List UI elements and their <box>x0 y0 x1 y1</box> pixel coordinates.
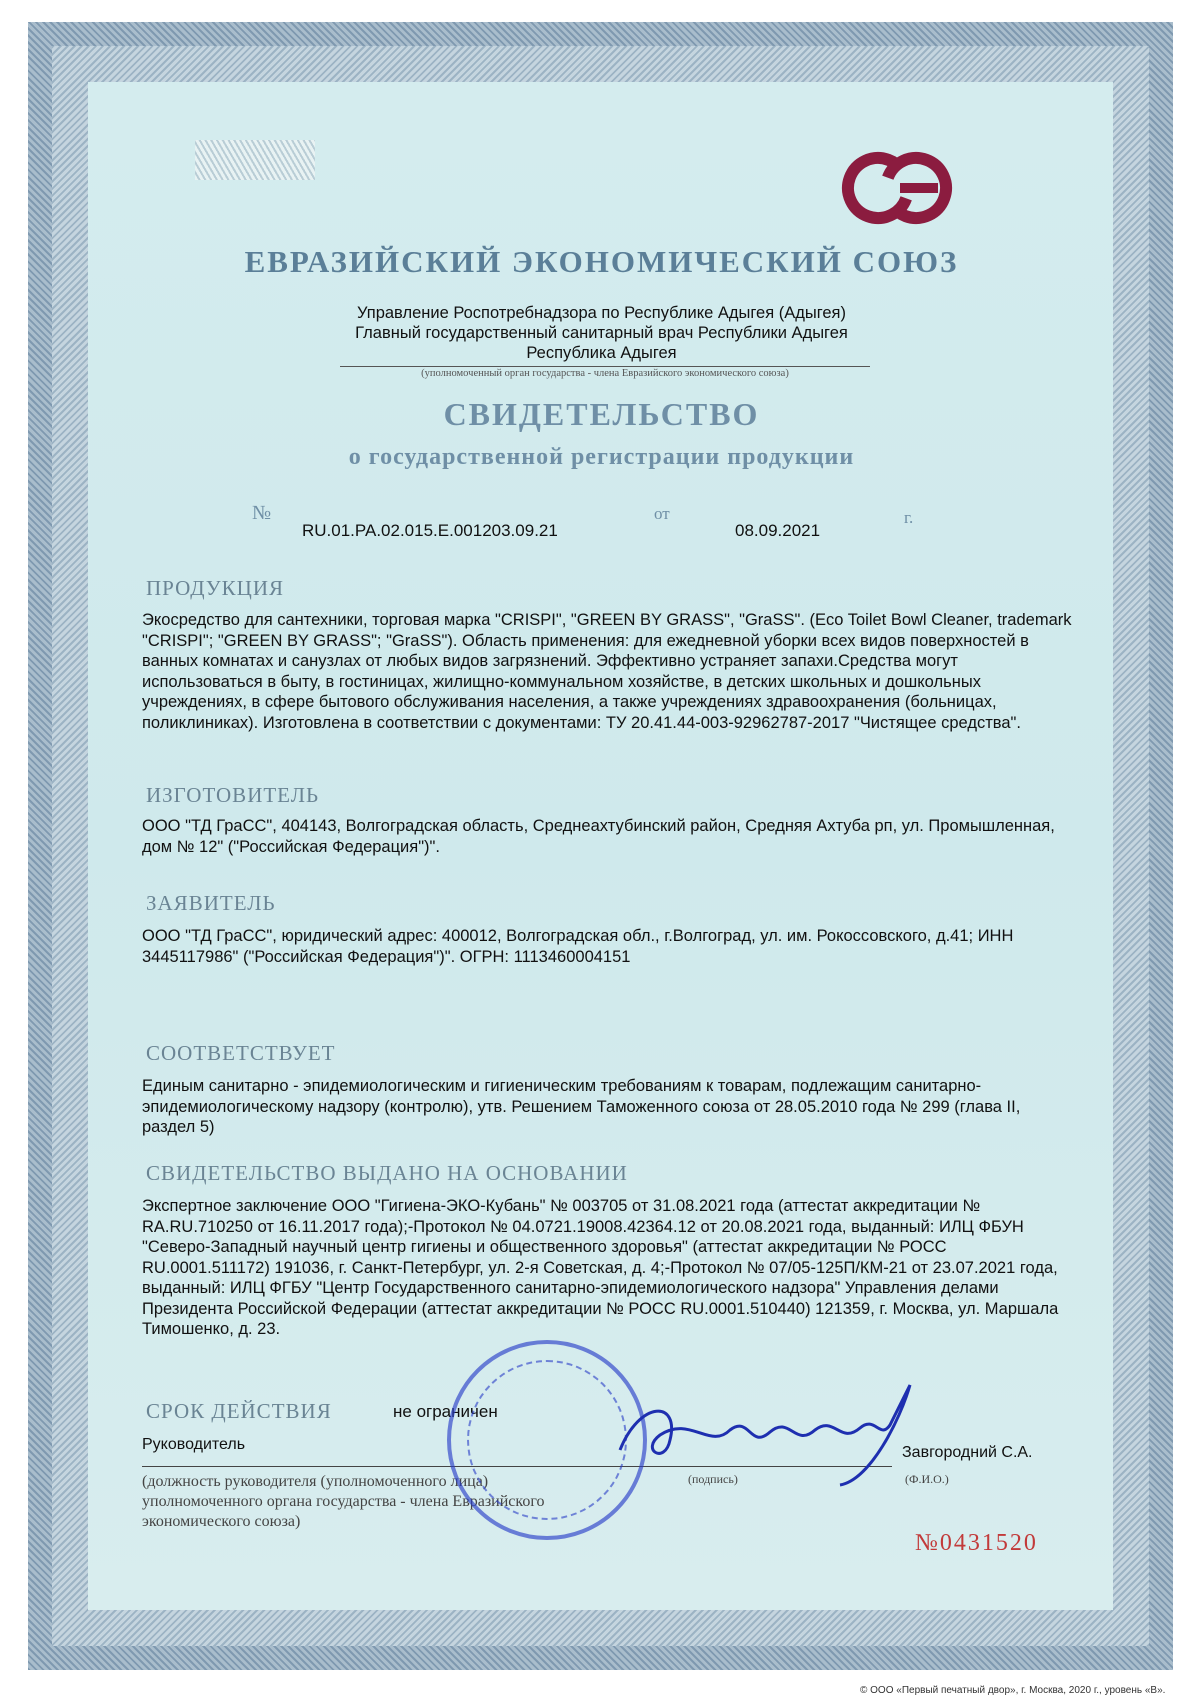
name-label: (Ф.И.О.) <box>905 1472 949 1486</box>
basis-text: Экспертное заключение ООО "Гигиена-ЭКО-Кубань" № 003705 от 31.08.2021 года (аттестат аккредитации № RA.RU.710250 от 16.11.2017 года);-Протокол № 04.0721.19008.42364.12 от 20.08.2021 года, выданный: ИЛЦ ФБУН "Северо-Западный научный центр гигиены и общественного здоровья" (аттестат аккредитации № РОСС RU.0001.511172) 191036, г. Санкт-Петербург, ул. 2-я Советская, д. 4;-Протокол № 07/05-125П/КМ-21 от 23.07.2021 года, выданный: ИЛЦ ФГБУ "Центр Государственного санитарно-эпидемиологического надзора" Управления делами Президента Российской Федерации (аттестат аккредитации № РОСС RU.0001.510440) 121359, г. Москва, ул. Маршала Тимошенко, д. 23. <box>142 1197 1059 1338</box>
manufacturer-heading: ИЗГОТОВИТЕЛЬ <box>146 783 320 807</box>
validity-value: не ограничен <box>393 1402 498 1421</box>
conforms-text: Единым санитарно - эпидемиологическим и гигиеническим требованиям к товарам, подлежащим санитарно-эпидемиологическому надзору (контролю), утв. Решением Таможенного союза от 28.05.2010 года № 299 (глава II, раздел 5) <box>142 1077 1021 1136</box>
number-label: № <box>252 502 272 524</box>
certificate-subtitle: о государственной регистрации продукции <box>348 444 855 470</box>
authority-line-1: Управление Роспотребнадзора по Республике Адыгея (Адыгея) <box>357 304 846 322</box>
se-logo-icon <box>838 148 956 228</box>
sign-label: (подпись) <box>688 1472 738 1486</box>
product-heading: ПРОДУКЦИЯ <box>146 576 285 600</box>
printer-footer: © ООО «Первый печатный двор», г. Москва, 2020 г., уровень «В». <box>860 1685 1166 1696</box>
from-label: от <box>654 504 670 523</box>
conforms-heading: СООТВЕТСТВУЕТ <box>146 1041 336 1065</box>
applicant-heading: ЗАЯВИТЕЛЬ <box>146 891 276 915</box>
union-title: ЕВРАЗИЙСКИЙ ЭКОНОМИЧЕСКИЙ СОЮЗ <box>244 244 959 279</box>
validity-heading: СРОК ДЕЙСТВИЯ <box>146 1399 332 1423</box>
authority-note: (уполномоченный орган государства - члена Евразийского экономического союза) <box>340 366 870 380</box>
role-note: (должность руководителя (уполномоченного лица) уполномоченного органа государства - члена Евразийского экономического союза) <box>142 1473 545 1530</box>
authority-line-2: Главный государственный санитарный врач Республики Адыгея <box>355 324 848 342</box>
product-text: Экосредство для сантехники, торговая марка "CRISPI", "GREEN BY GRASS", "GraSS". (Eco Toilet Bowl Cleaner, trademark "CRISPI"; "GREEN BY GRASS"; "GraSS"). Область применения: для ежедневной уборки всех видов поверхностей в ванных комнатах и санузлах от любых видов загрязнений. Эффективно устраняет запахи.Средства могут использоваться в быту, в гостиницах, жилищно-коммунальном хозяйстве, в детских школьных и дошкольных учреждениях, в сфере бытового обслуживания населения, а также учреждениях здравоохранения (больницах, поликлиниках). Изготовлена в соответствии с документами: ТУ 20.41.44-003-92962787-2017 "Чистящее средства". <box>142 611 1072 732</box>
registration-date: 08.09.2021 <box>735 521 821 540</box>
signer-name: Завгородний С.А. <box>902 1444 1033 1461</box>
applicant-text: ООО "ТД ГраСС", юридический адрес: 400012, Волгоградская обл., г.Волгоград, ул. им. Рокоссовского, д.41; ИНН 3445117986" ("Российская Федерация")". ОГРН: 1113460004151 <box>142 927 1014 966</box>
signer-role: Руководитель <box>142 1436 246 1453</box>
manufacturer-text: ООО "ТД ГраСС", 404143, Волгоградская область, Среднеахтубинский район, Средняя Ахтуба рп, ул. Промышленная, дом № 12" ("Российская Федерация")". <box>142 817 1055 856</box>
certificate-title: СВИДЕТЕЛЬСТВО <box>443 396 760 432</box>
year-label: г. <box>904 508 914 527</box>
security-hologram <box>195 140 315 180</box>
signature-mark <box>600 1380 930 1490</box>
registration-number: RU.01.PA.02.015.E.001203.09.21 <box>302 521 558 540</box>
basis-heading: СВИДЕТЕЛЬСТВО ВЫДАНО НА ОСНОВАНИИ <box>146 1161 628 1185</box>
form-number: №0431520 <box>915 1530 1038 1556</box>
authority-line-3: Республика Адыгея <box>526 344 677 362</box>
